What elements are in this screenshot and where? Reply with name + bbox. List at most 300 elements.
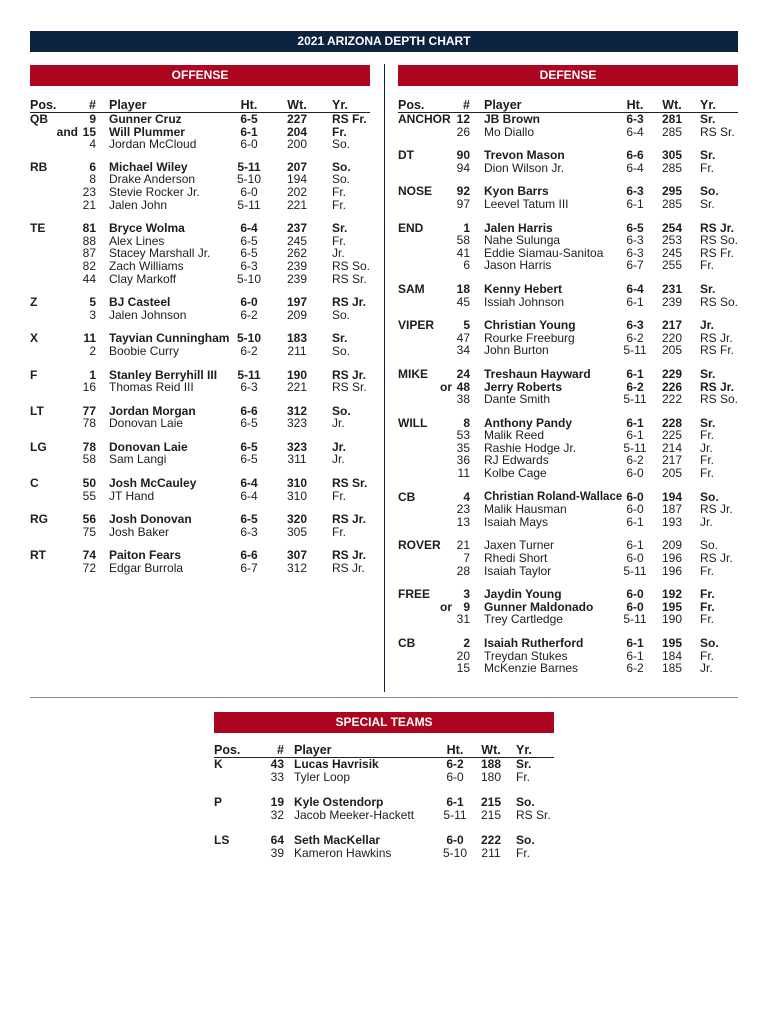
jersey-number: 50 [82, 476, 96, 491]
year: RS Jr. [700, 551, 733, 566]
weight: 310 [286, 488, 308, 503]
player-name: Jason Harris [484, 258, 552, 273]
jersey-number: 58 [456, 233, 470, 248]
player-row [30, 441, 370, 454]
player-row [398, 429, 738, 442]
year: Fr. [516, 769, 530, 784]
height: 6-1 [626, 196, 644, 211]
height: 6-5 [240, 452, 258, 467]
year: Fr. [700, 648, 714, 663]
player-name: Paiton Fears [109, 548, 182, 563]
special-teams-table [214, 743, 554, 860]
jersey-number: 87 [82, 246, 96, 261]
weight: 215 [480, 807, 502, 822]
depth-connector: or [440, 379, 452, 394]
position: QB [30, 112, 48, 126]
height: 6-1 [626, 366, 644, 381]
jersey-number: 4 [89, 137, 96, 152]
height: 6-0 [240, 295, 258, 310]
player-name: Jalen Johnson [109, 307, 187, 322]
jersey-number: 11 [83, 331, 96, 346]
player-name: BJ Casteel [109, 295, 171, 310]
player-name: Stacey Marshall Jr. [109, 246, 211, 261]
player-row [30, 296, 370, 309]
year: Fr. [332, 184, 346, 199]
year: RS So. [700, 233, 739, 248]
jersey-number: 28 [456, 563, 470, 578]
jersey-number: 2 [463, 636, 470, 650]
jersey-number: 33 [270, 769, 284, 784]
weight: 190 [286, 367, 308, 382]
header-ht: Ht. [240, 98, 258, 112]
player-name: Treydan Stukes [484, 648, 568, 663]
height: 6-7 [240, 561, 258, 576]
player-name: Lucas Havrisik [294, 757, 379, 771]
player-row [398, 491, 738, 504]
height: 6-3 [626, 233, 644, 248]
year: Sr. [700, 196, 715, 211]
player-name: Isaiah Taylor [484, 563, 552, 578]
weight: 239 [661, 294, 683, 309]
weight: 255 [661, 258, 683, 273]
year: Sr. [516, 757, 532, 771]
position: RT [30, 548, 46, 563]
player-row [398, 149, 738, 162]
weight: 281 [661, 112, 683, 126]
jersey-number: 75 [82, 524, 96, 539]
year: RS Jr. [700, 379, 735, 394]
weight: 320 [286, 512, 308, 527]
header-num: # [277, 743, 284, 757]
player-name: Jaxen Turner [484, 538, 555, 553]
position-group [398, 149, 738, 174]
weight: 312 [286, 403, 308, 418]
height: 6-3 [626, 318, 644, 333]
header-player: Player [109, 98, 147, 112]
height: 6-6 [240, 403, 258, 418]
height: 6-5 [626, 220, 644, 235]
jersey-number: 78 [82, 439, 96, 454]
height: 6-1 [446, 795, 464, 810]
jersey-number: 39 [270, 845, 284, 860]
player-name: Drake Anderson [109, 172, 196, 187]
jersey-number: 44 [82, 271, 96, 286]
jersey-number: 4 [463, 489, 470, 504]
year: Jr. [332, 246, 345, 261]
player-row [398, 296, 738, 309]
player-row [30, 247, 370, 260]
defense-header-row [398, 98, 738, 112]
year: Fr. [700, 612, 714, 627]
jersey-number: 5 [463, 318, 470, 333]
header-yr: Yr. [332, 98, 348, 112]
position: SAM [398, 281, 425, 296]
jersey-number: 8 [463, 415, 470, 430]
jersey-number: 38 [456, 392, 470, 407]
section-divider [30, 697, 738, 698]
jersey-number: 9 [463, 599, 470, 614]
jersey-number: 2 [89, 343, 96, 358]
height: 5-10 [442, 845, 468, 860]
header-pos: Pos. [30, 98, 57, 112]
player-name: Jordan Morgan [109, 403, 196, 418]
weight: 222 [480, 833, 502, 848]
year: RS So. [700, 294, 739, 309]
header-yr: Yr. [700, 98, 716, 112]
player-row [398, 565, 738, 578]
jersey-number: 64 [270, 833, 284, 848]
player-row [398, 113, 738, 126]
position-group [214, 796, 554, 821]
player-name: Isaiah Rutherford [484, 636, 584, 650]
weight: 200 [286, 137, 308, 152]
player-name: JT Hand [109, 488, 155, 503]
player-name: Leevel Tatum III [484, 196, 569, 211]
player-row [398, 126, 738, 139]
weight: 184 [661, 648, 683, 663]
position: FREE [398, 587, 431, 602]
jersey-number: 31 [456, 612, 470, 627]
weight: 215 [480, 795, 502, 810]
weight: 231 [661, 281, 683, 296]
player-name: Gunner Cruz [109, 112, 182, 126]
player-name: Jalen John [109, 197, 168, 212]
position: NOSE [398, 184, 433, 199]
year: RS Fr. [700, 245, 735, 260]
height: 5-11 [237, 367, 261, 382]
year: Jr. [332, 416, 345, 431]
height: 5-11 [623, 563, 647, 578]
player-name: Christian Young [484, 318, 576, 333]
weight: 195 [661, 636, 683, 650]
height: 6-2 [446, 757, 464, 771]
weight: 197 [286, 295, 308, 310]
player-row [30, 332, 370, 345]
height: 6-1 [626, 428, 644, 443]
position: F [30, 367, 38, 382]
player-name: Christian Roland-Wallace [484, 490, 623, 503]
special-teams-heading: SPECIAL TEAMS [214, 712, 554, 733]
height: 6-1 [626, 636, 644, 650]
weight: 209 [286, 307, 308, 322]
offense-table [30, 98, 370, 575]
weight: 217 [661, 453, 683, 468]
year: So. [332, 307, 351, 322]
weight: 207 [286, 159, 308, 174]
height: 5-11 [623, 392, 647, 407]
player-name: Josh Baker [109, 524, 170, 539]
player-name: Seth MacKellar [294, 833, 381, 848]
player-name: Issiah Johnson [484, 294, 565, 309]
player-row [398, 539, 738, 552]
player-name: Tayvian Cunningham [109, 331, 230, 346]
player-row [30, 490, 370, 503]
height: 5-11 [237, 197, 261, 212]
player-row [398, 613, 738, 626]
weight: 217 [661, 318, 683, 333]
header-wt: Wt. [481, 743, 501, 757]
player-name: Kyon Barrs [484, 184, 549, 199]
header-ht: Ht. [626, 98, 644, 112]
year: Sr. [700, 112, 716, 126]
weight: 211 [287, 343, 307, 358]
weight: 295 [661, 184, 683, 199]
weight: 239 [286, 258, 308, 273]
year: Sr. [332, 221, 348, 236]
height: 5-11 [623, 343, 647, 358]
height: 6-0 [626, 489, 644, 504]
year: Fr. [700, 258, 714, 273]
page-title: 2021 ARIZONA DEPTH CHART [30, 31, 738, 52]
height: 5-11 [623, 612, 647, 627]
year: Jr. [332, 452, 345, 467]
year: RS Jr. [332, 548, 367, 563]
weight: 254 [661, 220, 683, 235]
jersey-number: 81 [82, 221, 96, 236]
jersey-number: 48 [456, 379, 470, 394]
height: 6-0 [626, 551, 644, 566]
height: 6-2 [240, 307, 258, 322]
height: 6-6 [240, 548, 258, 563]
year: RS Jr. [332, 295, 367, 310]
position-group [214, 758, 554, 783]
weight: 220 [661, 330, 683, 345]
height: 6-3 [240, 524, 258, 539]
year: So. [700, 538, 719, 553]
year: Sr. [700, 366, 716, 381]
player-name: RJ Edwards [484, 453, 549, 468]
jersey-number: 20 [456, 648, 470, 663]
jersey-number: 21 [456, 538, 470, 553]
jersey-number: 1 [89, 367, 96, 382]
weight: 221 [286, 380, 308, 395]
position: VIPER [398, 318, 435, 333]
year: RS Jr. [700, 502, 733, 517]
player-row [30, 273, 370, 286]
special-header-row [214, 743, 554, 757]
header-wt: Wt. [662, 98, 682, 112]
jersey-number: 3 [89, 307, 96, 322]
year: So. [516, 833, 535, 848]
year: RS Jr. [700, 330, 733, 345]
weight: 209 [661, 538, 683, 553]
weight: 305 [286, 524, 308, 539]
player-row [398, 319, 738, 332]
defense-table [398, 98, 738, 675]
height: 5-10 [236, 331, 262, 346]
jersey-number: 56 [82, 512, 96, 527]
year: RS Jr. [332, 367, 367, 382]
jersey-number: 41 [456, 245, 470, 260]
weight: 310 [286, 476, 308, 491]
height: 5-11 [237, 159, 261, 174]
player-name: Jalen Harris [484, 220, 553, 235]
weight: 262 [286, 246, 308, 261]
height: 6-1 [626, 294, 644, 309]
player-row [30, 126, 370, 139]
position-group [398, 283, 738, 308]
player-name: Clay Markoff [109, 271, 177, 286]
position: RG [30, 512, 48, 527]
position-group [30, 113, 370, 151]
header-yr: Yr. [516, 743, 532, 757]
player-row [214, 771, 554, 784]
player-name: Thomas Reid III [109, 380, 194, 395]
player-row [30, 405, 370, 418]
weight: 193 [661, 514, 683, 529]
player-row [30, 260, 370, 273]
player-row [30, 513, 370, 526]
defense-heading: DEFENSE [398, 65, 738, 86]
jersey-number: 8 [89, 172, 96, 187]
height: 6-3 [240, 258, 258, 273]
weight: 187 [661, 502, 683, 517]
jersey-number: 78 [82, 416, 96, 431]
player-name: Rhedi Short [484, 551, 548, 566]
year: Fr. [700, 466, 714, 481]
jersey-number: 19 [270, 795, 284, 810]
player-name: Dante Smith [484, 392, 551, 407]
height: 6-0 [626, 502, 644, 517]
year: RS Sr. [332, 476, 368, 491]
jersey-number: 11 [457, 466, 470, 481]
year: RS Sr. [700, 124, 735, 139]
height: 6-0 [626, 587, 644, 602]
player-name: Zach Williams [109, 258, 184, 273]
weight: 221 [286, 197, 308, 212]
weight: 204 [286, 124, 308, 139]
player-row [398, 259, 738, 272]
height: 5-11 [623, 440, 647, 455]
player-row [30, 477, 370, 490]
player-row [398, 381, 738, 394]
year: Fr. [700, 587, 715, 602]
position-group [30, 161, 370, 211]
year: Sr. [700, 281, 716, 296]
height: 6-3 [626, 245, 644, 260]
position: MIKE [398, 366, 428, 381]
player-name: Will Plummer [109, 124, 185, 139]
weight: 239 [286, 271, 308, 286]
header-wt: Wt. [287, 98, 307, 112]
jersey-number: 6 [463, 258, 470, 273]
year: RS Jr. [332, 561, 365, 576]
jersey-number: 94 [456, 160, 470, 175]
player-name: Treshaun Hayward [484, 366, 591, 381]
year: RS Fr. [700, 343, 735, 358]
player-row [398, 588, 738, 601]
year: Fr. [700, 453, 714, 468]
weight: 323 [286, 416, 308, 431]
player-row [214, 847, 554, 860]
height: 6-0 [626, 466, 644, 481]
jersey-number: 12 [456, 112, 470, 126]
jersey-number: 3 [463, 587, 470, 602]
jersey-number: 88 [82, 233, 96, 248]
player-name: JB Brown [484, 112, 541, 126]
weight: 311 [287, 452, 307, 467]
position: CB [398, 489, 416, 504]
height: 6-6 [626, 148, 644, 163]
position: P [214, 795, 223, 810]
player-row [30, 345, 370, 358]
player-row [30, 309, 370, 322]
year: RS Jr. [700, 220, 735, 235]
height: 6-7 [626, 258, 644, 273]
year: Jr. [700, 514, 713, 529]
weight: 285 [661, 196, 683, 211]
header-pos: Pos. [214, 743, 241, 757]
player-name: Trevon Mason [484, 148, 565, 163]
year: Sr. [700, 415, 716, 430]
player-name: Edgar Burrola [109, 561, 184, 576]
player-name: Boobie Curry [109, 343, 180, 358]
player-row [30, 138, 370, 151]
height: 6-0 [446, 833, 464, 848]
player-name: Nahe Sulunga [484, 233, 561, 248]
position-group [398, 491, 738, 529]
position-group [30, 332, 370, 357]
jersey-number: 23 [456, 502, 470, 517]
depth-connector: or [440, 599, 452, 614]
jersey-number: 26 [456, 124, 470, 139]
weight: 202 [286, 184, 308, 199]
player-name: Jerry Roberts [484, 379, 563, 394]
player-row [30, 549, 370, 562]
jersey-number: 53 [456, 428, 470, 443]
header-num: # [89, 98, 96, 112]
player-row [398, 393, 738, 406]
weight: 253 [661, 233, 683, 248]
year: So. [700, 184, 719, 199]
position: ROVER [398, 538, 441, 553]
height: 6-4 [240, 488, 258, 503]
height: 6-1 [626, 648, 644, 663]
jersey-number: 21 [82, 197, 96, 212]
year: RS Fr. [332, 112, 367, 126]
height: 6-0 [240, 137, 258, 152]
player-row [30, 113, 370, 126]
weight: 307 [286, 548, 308, 563]
weight: 228 [661, 415, 683, 430]
height: 6-5 [240, 416, 258, 431]
offense-heading: OFFENSE [30, 65, 370, 86]
player-name: Malik Hausman [484, 502, 567, 517]
jersey-number: 32 [270, 807, 284, 822]
player-row [30, 381, 370, 394]
player-row [30, 173, 370, 186]
player-row [30, 369, 370, 382]
player-row [30, 417, 370, 430]
weight: 196 [661, 563, 683, 578]
position: LT [30, 403, 44, 418]
player-row [398, 601, 738, 614]
year: RS Sr. [332, 271, 367, 286]
player-row [398, 222, 738, 235]
player-name: Josh McCauley [109, 476, 197, 491]
year: RS Sr. [516, 807, 551, 822]
height: 6-0 [446, 769, 464, 784]
player-row [398, 162, 738, 175]
position-group [398, 417, 738, 480]
weight: 214 [661, 440, 683, 455]
player-row [30, 186, 370, 199]
height: 6-4 [626, 281, 644, 296]
header-player: Player [484, 98, 522, 112]
position-group [30, 441, 370, 466]
column-divider [384, 64, 385, 692]
player-name: Tyler Loop [294, 769, 351, 784]
